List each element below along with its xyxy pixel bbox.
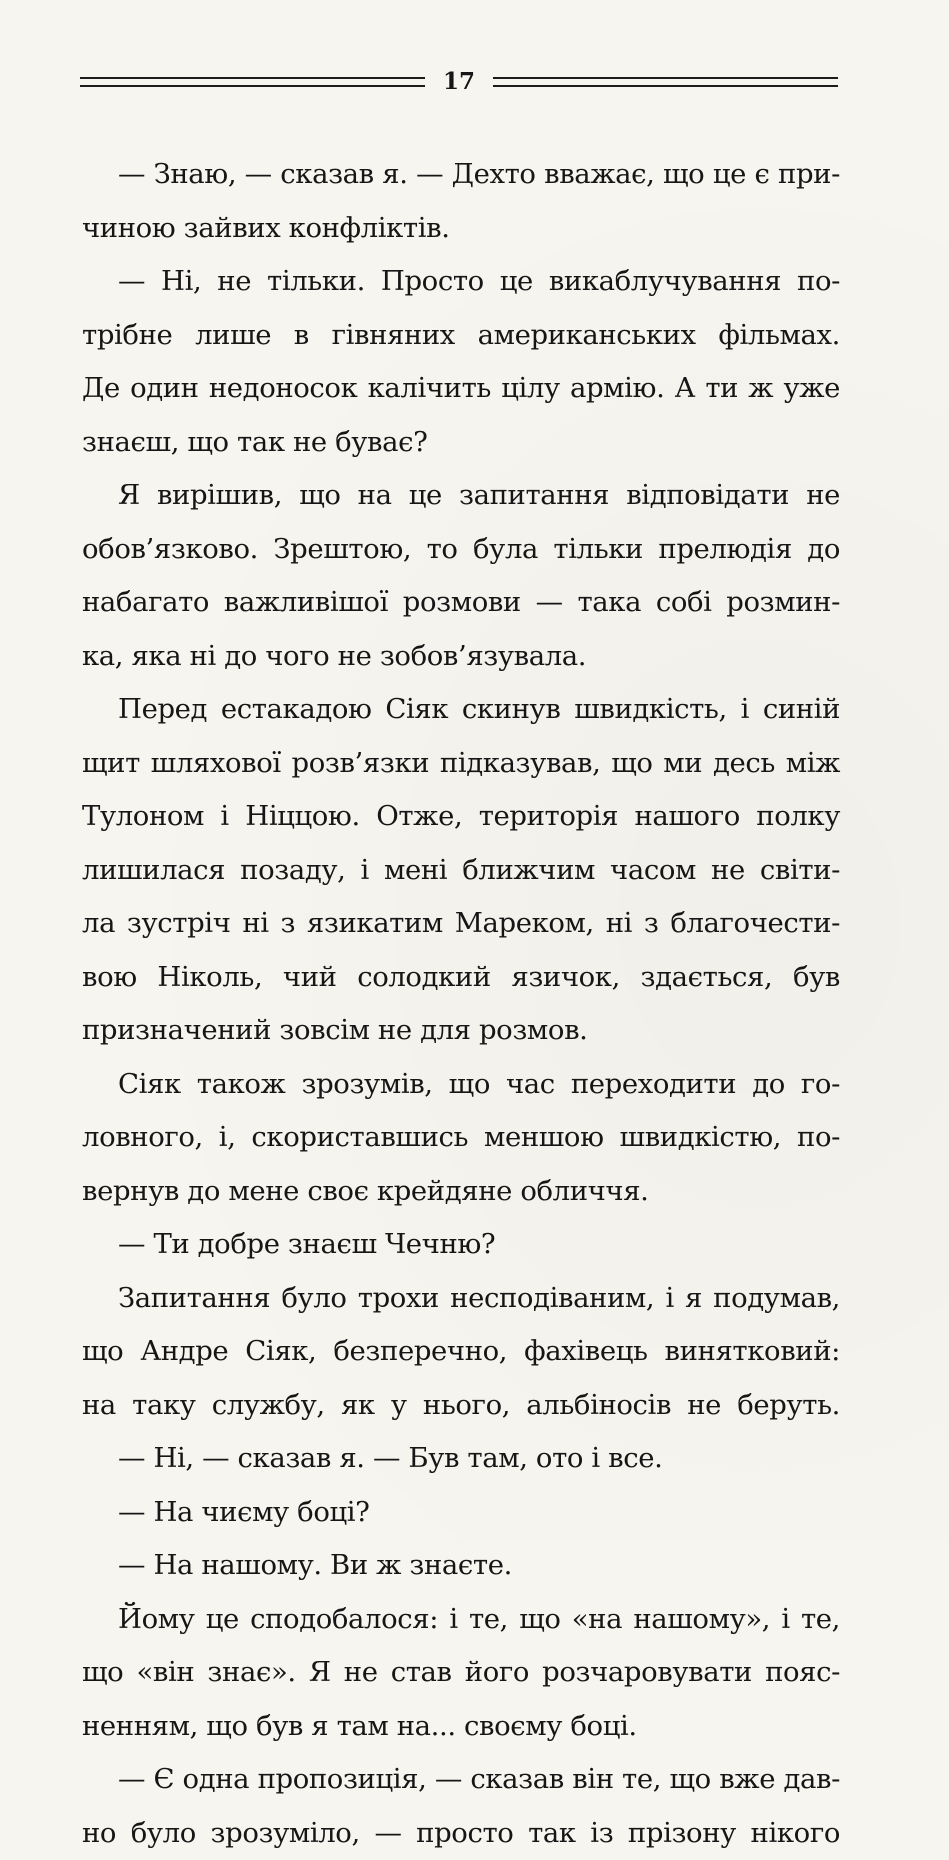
text-line: — Ні, — сказав я. — Був там, ото і все. (82, 1432, 840, 1486)
body-text (82, 148, 840, 1860)
text-line: — Ти добре знаєш Чечню? (82, 1218, 840, 1272)
text-line: — На нашому. Ви ж знаєте. (82, 1539, 840, 1593)
text-line: трібне лише в гівняних американських фільмах. (82, 309, 840, 363)
text-line: Де один недоносок калічить цілу армію. А ти ж уже (82, 362, 840, 416)
text-line: знаєш, що так не буває? (82, 416, 840, 470)
text-line: Тулоном і Ніццою. Отже, територія нашого полку (82, 790, 840, 844)
text-line: що Андре Сіяк, безперечно, фахівець винятковий: (82, 1325, 840, 1379)
text-line: обов’язково. Зрештою, то була тільки прелюдія до (82, 523, 840, 577)
text-line: ла зустріч ні з язикатим Мареком, ні з благочести- (82, 897, 840, 951)
text-line: ненням, що був я там на... своєму боці. (82, 1700, 840, 1754)
text-line: Я вирішив, що на це запитання відповідати не (82, 469, 840, 523)
text-line: вою Ніколь, чий солодкий язичок, здається, був (82, 951, 840, 1005)
text-line: — Ні, не тільки. Просто це викаблучування по- (82, 255, 840, 309)
text-line: ка, яка ні до чого не зобов’язувала. (82, 630, 840, 684)
text-line: лишилася позаду, і мені ближчим часом не світи- (82, 844, 840, 898)
page-header (80, 62, 838, 102)
text-line: — Є одна пропозиція, — сказав він те, що вже дав- (82, 1753, 840, 1807)
text-line: но було зрозуміло, — просто так із прізону нікого (82, 1807, 840, 1860)
text-line: набагато важливішої розмови — така собі розмин- (82, 576, 840, 630)
text-line: Сіяк також зрозумів, що час переходити до го- (82, 1058, 840, 1112)
page-number: 17 (425, 62, 493, 102)
text-line: Запитання було трохи несподіваним, і я подумав, (82, 1272, 840, 1326)
text-line: на таку службу, як у нього, альбіносів не беруть. (82, 1379, 840, 1433)
text-line: Йому це сподобалося: і те, що «на нашому», і те, (82, 1593, 840, 1647)
text-line: ловного, і, скориставшись меншою швидкістю, по- (82, 1111, 840, 1165)
text-line: щит шляхової розв’язки підказував, що ми десь між (82, 737, 840, 791)
header-rule-left (80, 77, 425, 87)
text-line: чиною зайвих конфліктів. (82, 202, 840, 256)
text-line: вернув до мене своє крейдяне обличчя. (82, 1165, 840, 1219)
header-rule-right (493, 77, 838, 87)
text-line: — На чиєму боці? (82, 1486, 840, 1540)
text-line: призначений зовсім не для розмов. (82, 1004, 840, 1058)
text-line: що «він знає». Я не став його розчаровувати пояс- (82, 1646, 840, 1700)
text-line: Перед естакадою Сіяк скинув швидкість, і синій (82, 683, 840, 737)
text-line: — Знаю, — сказав я. — Дехто вважає, що це є при- (82, 148, 840, 202)
